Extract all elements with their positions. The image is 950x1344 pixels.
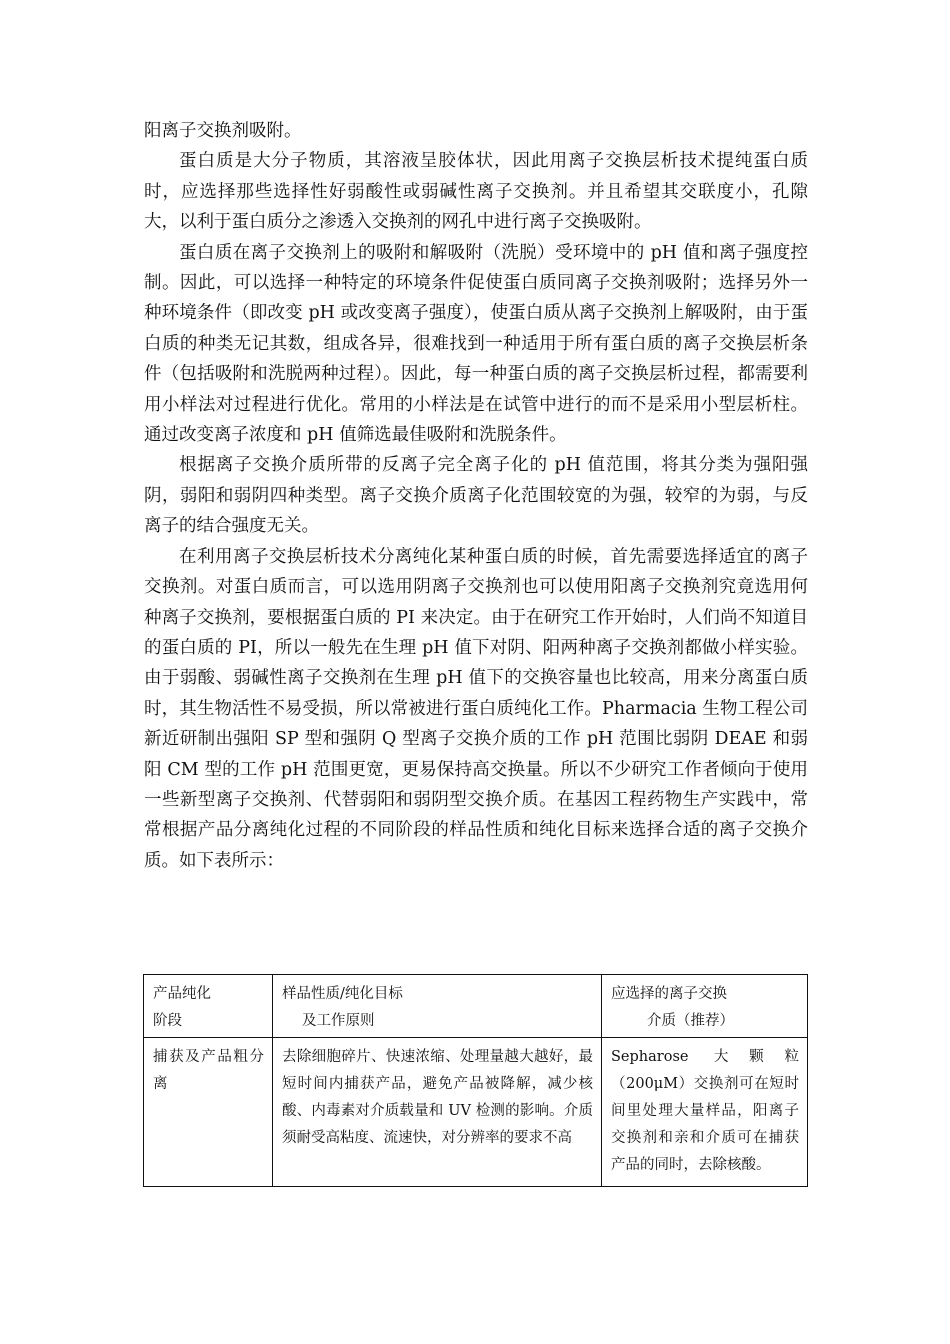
header-stage-line1: 产品纯化 bbox=[153, 986, 211, 1002]
paragraph-protein-properties: 蛋白质是大分子物质，其溶液呈胶体状，因此用离子交换层析技术提纯蛋白质时，应选择那些选择性好弱酸性或弱碱性离子交换剂。并且希望其交联度小，孔隙大，以利于蛋白质分之渗透入交换剂的网孔中进行离子交换吸附。 bbox=[144, 151, 808, 233]
header-stage-line2: 阶段 bbox=[153, 1013, 182, 1029]
document-body bbox=[144, 116, 808, 876]
paragraph-continuation: 阳离子交换剂吸附。 bbox=[144, 121, 302, 141]
header-properties bbox=[273, 975, 602, 1038]
cell-media: Sepharose 大颗粒（200μM）交换剂可在短时间里处理大量样品，阳离子交换剂和亲和介质可在捕获产品的同时，去除核酸。 bbox=[602, 1038, 808, 1187]
header-properties-line2: 及工作原则 bbox=[302, 1013, 375, 1029]
header-media-line2: 介质（推荐） bbox=[647, 1013, 734, 1029]
header-media bbox=[602, 975, 808, 1038]
cell-stage: 捕获及产品粗分离 bbox=[144, 1038, 273, 1187]
paragraph-classification: 根据离子交换介质所带的反离子完全离子化的 pH 值范围，将其分类为强阳强阴，弱阳和弱阴四种类型。离子交换介质离子化范围较宽的为强，较窄的为弱，与反离子的结合强度无关。 bbox=[144, 455, 808, 537]
table-header-row bbox=[144, 975, 808, 1038]
cell-properties: 去除细胞碎片、快速浓缩、处理量越大越好，最短时间内捕获产品，避免产品被降解，减少核酸、内毒素对介质载量和 UV 检测的影响。介质须耐受高粘度、流速快，对分辨率的要求不高 bbox=[273, 1038, 602, 1187]
table-row bbox=[144, 1038, 808, 1187]
header-media-line1: 应选择的离子交换 bbox=[611, 986, 727, 1002]
ion-exchange-media-table bbox=[143, 974, 808, 1187]
header-stage bbox=[144, 975, 273, 1038]
header-properties-line1: 样品性质/纯化目标 bbox=[282, 986, 403, 1002]
paragraph-selection: 在利用离子交换层析技术分离纯化某种蛋白质的时候，首先需要选择适宜的离子交换剂。对蛋白质而言，可以选用阴离子交换剂也可以使用阳离子交换剂究竟选用何种离子交换剂，要根据蛋白质的 PI 来决定。由于在研究工作开始时，人们尚不知道目的蛋白质的 PI，所以一般先在生理 pH 值下对阴、阳两种离子交换剂都做小样实验。由于弱酸、弱碱性离子交换剂在生理 pH 值下的交换容量也比较高，用来分离蛋白质时，其生物活性不易受损，所以常被进行蛋白质纯化工作。Pharmacia 生物工程公司新近研制出强阳 SP 型和强阴 Q 型离子交换介质的工作 pH 范围比弱阴 DEAE 和弱阳 CM 型的工作 pH 范围更宽，更易保持高交换量。所以不少研究工作者倾向于使用一些新型离子交换剂、代替弱阳和弱阴型交换介质。在基因工程药物生产实践中，常常根据产品分离纯化过程的不同阶段的样品性质和纯化目标来选择合适的离子交换介质。如下表所示： bbox=[144, 546, 808, 871]
paragraph-adsorption-control: 蛋白质在离子交换剂上的吸附和解吸附（洗脱）受环境中的 pH 值和离子强度控制。因此，可以选择一种特定的环境条件促使蛋白质同离子交换剂吸附；选择另外一种环境条件（即改变 pH 或改变离子强度），使蛋白质从离子交换剂上解吸附，由于蛋白质的种类无记其数，组成各异，很难找到一种适用于所有蛋白质的离子交换层析条件（包括吸附和洗脱两种过程）。因此，每一种蛋白质的离子交换层析过程，都需要利用小样法对过程进行优化。常用的小样法是在试管中进行的而不是采用小型层析柱。通过改变离子浓度和 pH 值筛选最佳吸附和洗脱条件。 bbox=[144, 242, 808, 446]
